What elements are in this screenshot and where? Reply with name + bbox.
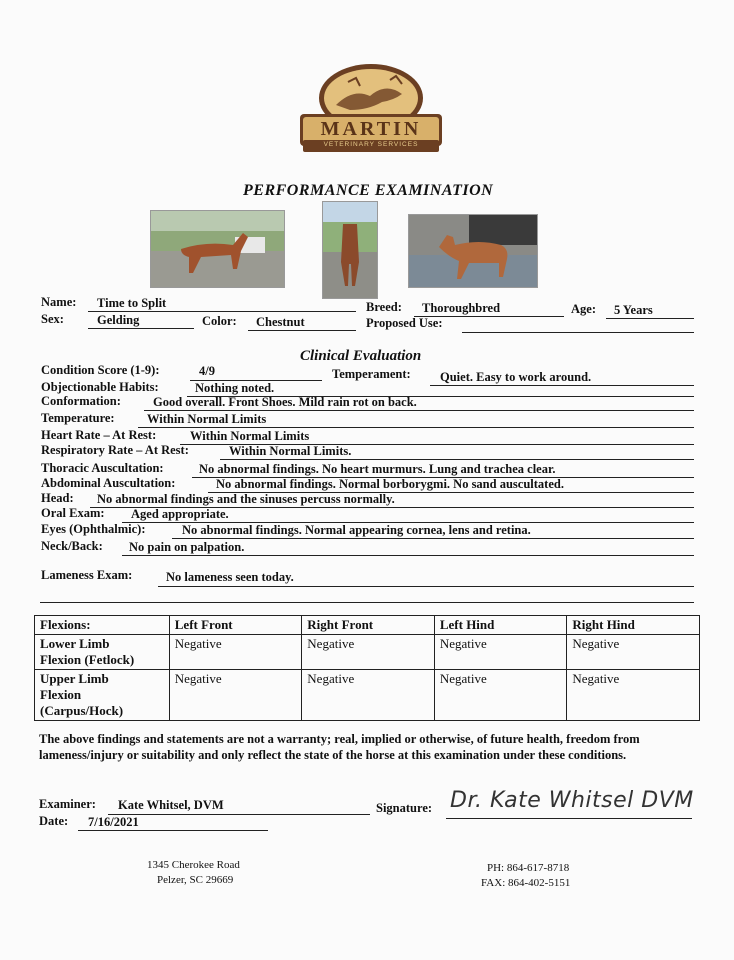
signature-label: Signature: — [376, 801, 433, 815]
clinical-row-label: Oral Exam: — [41, 506, 105, 520]
clinical-row-value: Nothing noted. — [195, 381, 275, 395]
table-cell: Negative — [302, 635, 435, 670]
underline — [138, 427, 694, 428]
condition-score-label: Condition Score (1-9): — [41, 363, 160, 377]
table-cell: Negative — [567, 635, 700, 670]
clinical-row-label: Temperature: — [41, 411, 115, 425]
left-hind-header: Left Hind — [434, 616, 567, 635]
clinical-row-value: No pain on palpation. — [129, 540, 245, 554]
table-cell: Negative — [169, 635, 302, 670]
disclaimer: The above findings and statements are not a warranty; real, implied or otherwise, of future health, freedom from lameness/injury or suitability and only reflect the state of the horse at this examination under these conditions. — [39, 732, 640, 762]
clinical-row-value: Within Normal Limits. — [229, 444, 352, 458]
exam-date: 7/16/2021 — [88, 815, 139, 829]
clinical-row-value: Within Normal Limits — [147, 412, 267, 426]
underline — [172, 538, 694, 539]
age-label: Age: — [571, 302, 596, 316]
signature-image: Dr. Kate Whitsel DVM — [450, 788, 694, 813]
fax: FAX: 864-402-5151 — [481, 877, 571, 889]
clinical-row-label: Conformation: — [41, 394, 121, 408]
breed-label: Breed: — [366, 300, 402, 314]
underline — [144, 410, 694, 411]
right-hind-header: Right Hind — [567, 616, 700, 635]
clinical-row-label: Abdominal Auscultation: — [41, 476, 176, 490]
clinical-row-label: Thoracic Auscultation: — [41, 461, 164, 475]
temperament-label: Temperament: — [332, 367, 411, 381]
clinical-heading: Clinical Evaluation — [300, 348, 422, 364]
phone: PH: 864-617-8718 — [487, 862, 570, 874]
clinical-row-value: No abnormal findings and the sinuses percuss normally. — [97, 492, 395, 506]
flexions-table — [34, 615, 700, 721]
temperament: Quiet. Easy to work around. — [440, 370, 592, 384]
contact — [481, 861, 570, 891]
sex-label: Sex: — [41, 312, 64, 326]
table-cell: Negative — [302, 670, 435, 721]
page-title: PERFORMANCE EXAMINATION — [243, 182, 494, 199]
right-front-header: Right Front — [302, 616, 435, 635]
horse-breed: Thoroughbred — [422, 301, 501, 315]
clinical-row-label: Respiratory Rate – At Rest: — [41, 443, 189, 457]
address-line1: 1345 Cherokee Road — [147, 859, 240, 871]
address — [147, 858, 240, 888]
horse-age: 5 Years — [614, 303, 653, 317]
table-cell: Negative — [567, 670, 700, 721]
date-label: Date: — [39, 814, 69, 828]
examiner-label: Examiner: — [39, 797, 96, 811]
lameness-label: Lameness Exam: — [41, 568, 133, 582]
clinical-row-value: Within Normal Limits — [190, 429, 310, 443]
clinical-row-label: Neck/Back: — [41, 539, 103, 553]
flexions-header-row — [35, 616, 700, 635]
upper-limb-label: Upper Limb Flexion (Carpus/Hock) — [35, 670, 170, 721]
condition-score: 4/9 — [199, 364, 215, 378]
address-line2: Pelzer, SC 29669 — [157, 874, 234, 886]
proposed-use-label: Proposed Use: — [366, 316, 443, 330]
clinical-row-label: Objectionable Habits: — [41, 380, 159, 394]
examiner-name: Kate Whitsel, DVM — [118, 798, 224, 812]
lameness: No lameness seen today. — [166, 570, 294, 584]
logo-subtitle: VETERINARY SERVICES — [323, 141, 419, 148]
underline — [122, 555, 694, 556]
clinical-row-label: Eyes (Ophthalmic): — [41, 522, 146, 536]
color-label: Color: — [202, 314, 237, 328]
underline — [220, 459, 694, 460]
lower-limb-label: Lower Limb Flexion (Fetlock) — [35, 635, 170, 670]
table-row — [35, 670, 700, 721]
horse-sex: Gelding — [97, 313, 140, 327]
name-label: Name: — [41, 295, 77, 309]
clinical-row-label: Heart Rate – At Rest: — [41, 428, 157, 442]
horse-photo-side — [150, 210, 285, 288]
clinical-row-value: No abnormal findings. Normal borborygmi. No sand auscultated. — [216, 477, 564, 491]
clinical-row-value: Aged appropriate. — [131, 507, 229, 521]
clinical-row-value: Good overall. Front Shoes. Mild rain rot on back. — [153, 395, 417, 409]
clinical-row-label: Head: — [41, 491, 74, 505]
table-cell: Negative — [169, 670, 302, 721]
clinical-row-value: No abnormal findings. No heart murmurs. Lung and trachea clear. — [199, 462, 556, 476]
horse-photo-front — [322, 201, 378, 299]
left-front-header: Left Front — [169, 616, 302, 635]
logo-name: MARTIN — [320, 118, 422, 140]
horse-photo-rear — [408, 214, 538, 288]
table-cell: Negative — [434, 635, 567, 670]
table-row — [35, 635, 700, 670]
clinical-row-value: No abnormal findings. Normal appearing cornea, lens and retina. — [182, 523, 531, 537]
horse-name: Time to Split — [97, 296, 167, 310]
horse-color: Chestnut — [256, 315, 305, 329]
company-logo — [298, 60, 444, 156]
table-cell: Negative — [434, 670, 567, 721]
flexions-header: Flexions: — [35, 616, 170, 635]
